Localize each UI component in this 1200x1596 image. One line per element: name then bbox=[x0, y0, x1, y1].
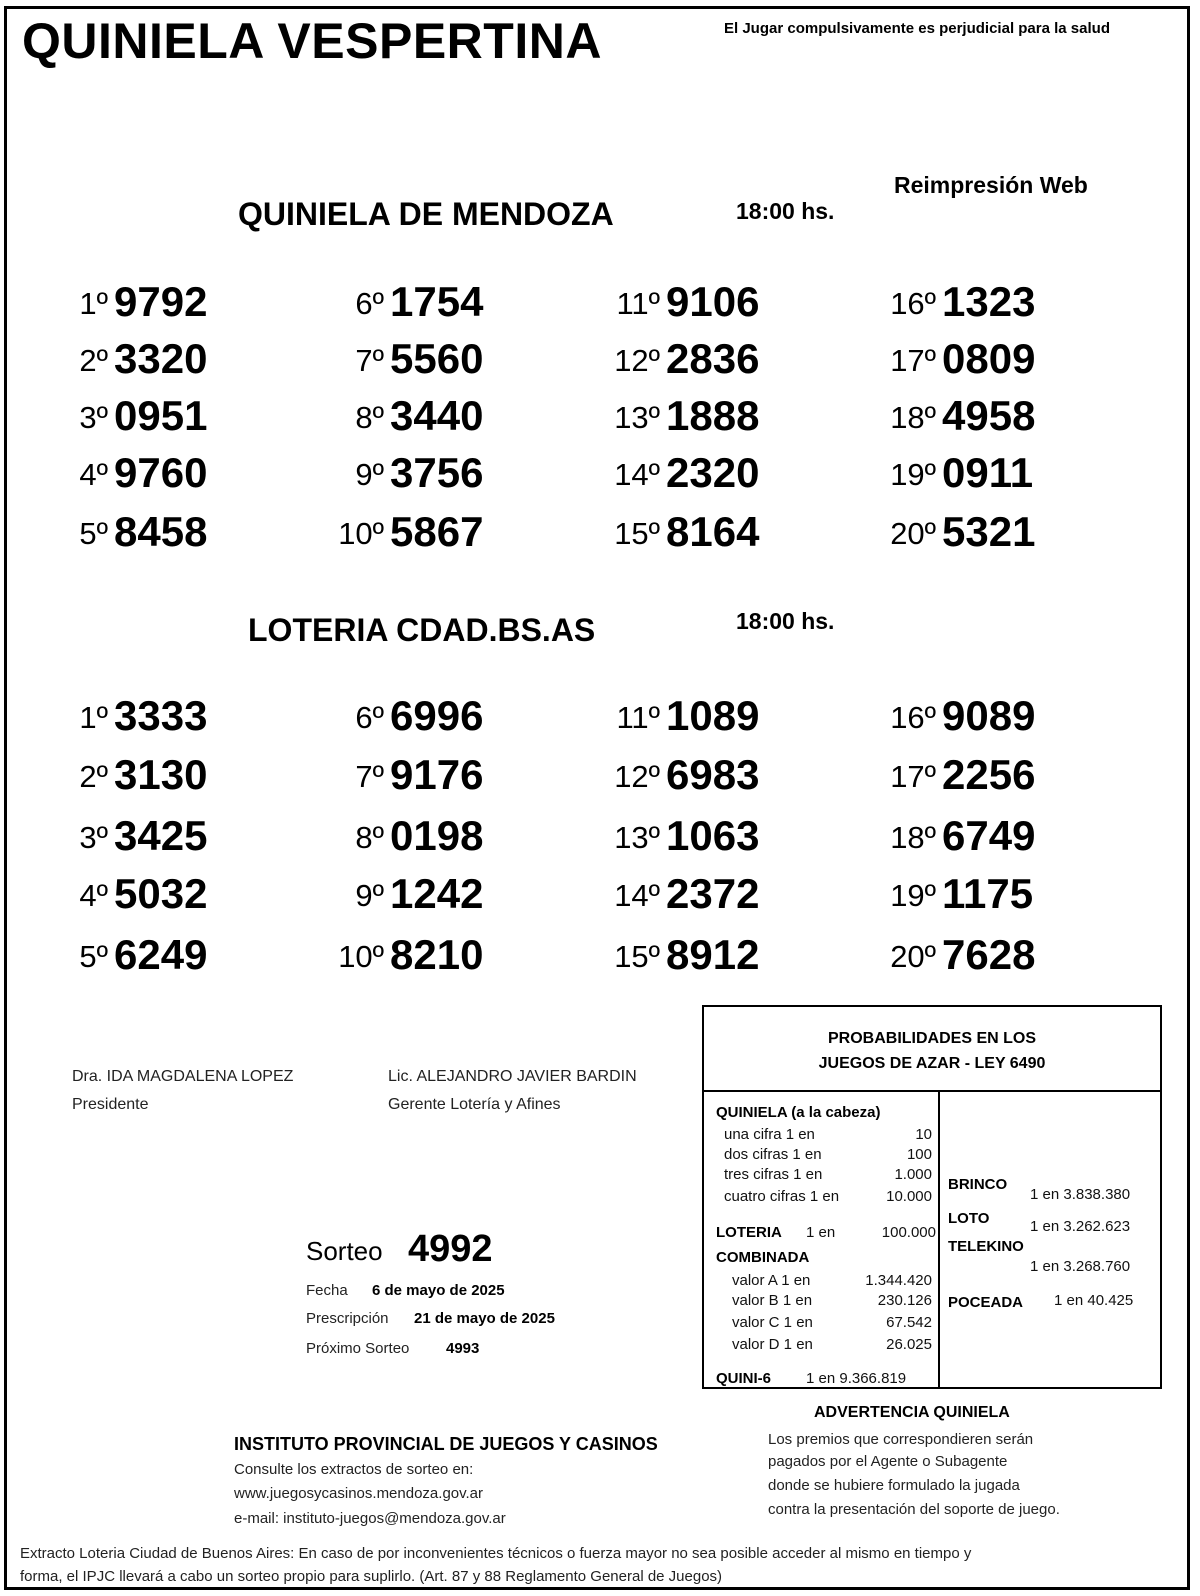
result-position: 1º bbox=[79, 286, 108, 321]
result-position: 8º bbox=[355, 820, 384, 855]
result-number: 3756 bbox=[390, 449, 484, 496]
result-number: 6983 bbox=[666, 751, 760, 798]
result-position: 14º bbox=[614, 878, 660, 913]
proximo-value: 4993 bbox=[446, 1340, 480, 1357]
result-position: 1º bbox=[79, 700, 108, 735]
result-position: 15º bbox=[614, 939, 660, 974]
signature-role-manager: Gerente Lotería y Afines bbox=[388, 1096, 561, 1113]
result-number: 9792 bbox=[114, 278, 208, 325]
combinada-prob-row-label: valor D 1 en bbox=[732, 1336, 813, 1353]
telekino-prob-label: TELEKINO bbox=[948, 1238, 1024, 1255]
advertencia-line-3: donde se hubiere formulado la jugada bbox=[768, 1477, 1020, 1494]
result-cell bbox=[854, 449, 1084, 499]
result-cell bbox=[302, 335, 532, 385]
result-cell bbox=[26, 812, 256, 862]
result-cell bbox=[578, 870, 808, 920]
result-cell bbox=[854, 335, 1084, 385]
result-cell bbox=[26, 392, 256, 442]
result-position: 13º bbox=[614, 820, 660, 855]
result-number: 5560 bbox=[390, 335, 484, 382]
result-position: 2º bbox=[79, 759, 108, 794]
result-number: 3440 bbox=[390, 392, 484, 439]
result-position: 10º bbox=[338, 939, 384, 974]
result-position: 11º bbox=[616, 286, 660, 321]
result-number: 8912 bbox=[666, 931, 760, 978]
combinada-prob-row-label: valor C 1 en bbox=[732, 1314, 813, 1331]
result-cell bbox=[578, 751, 808, 801]
result-cell bbox=[854, 870, 1084, 920]
result-cell bbox=[578, 812, 808, 862]
result-position: 8º bbox=[355, 400, 384, 435]
advertencia-line-2: pagados por el Agente o Subagente bbox=[768, 1453, 1008, 1470]
result-position: 9º bbox=[355, 878, 384, 913]
result-position: 9º bbox=[355, 457, 384, 492]
result-cell bbox=[854, 508, 1084, 558]
result-position: 6º bbox=[355, 700, 384, 735]
result-cell bbox=[26, 692, 256, 742]
section-title-mendoza: QUINIELA DE MENDOZA bbox=[238, 196, 614, 232]
combinada-prob-row-value: 1.344.420 bbox=[865, 1272, 932, 1289]
section-time-mendoza: 18:00 hs. bbox=[736, 198, 835, 224]
quini6-prob-label: QUINI-6 bbox=[716, 1370, 772, 1387]
result-position: 20º bbox=[890, 939, 936, 974]
brinco-prob-value: 1 en 3.838.380 bbox=[1030, 1186, 1131, 1203]
result-number: 6249 bbox=[114, 931, 208, 978]
result-cell bbox=[302, 508, 532, 558]
proximo-label: Próximo Sorteo bbox=[306, 1340, 410, 1357]
poceada-prob-value: 1 en 40.425 bbox=[1054, 1292, 1134, 1309]
result-cell bbox=[854, 751, 1084, 801]
result-number: 5321 bbox=[942, 508, 1036, 555]
result-cell bbox=[578, 335, 808, 385]
result-number: 5867 bbox=[390, 508, 484, 555]
result-number: 9089 bbox=[942, 692, 1036, 739]
result-number: 8210 bbox=[390, 931, 484, 978]
quiniela-prob-row-value: 10.000 bbox=[886, 1188, 932, 1205]
signature-name-president: Dra. IDA MAGDALENA LOPEZ bbox=[72, 1068, 294, 1085]
result-number: 2320 bbox=[666, 449, 760, 496]
brinco-prob-label: BRINCO bbox=[948, 1176, 1008, 1193]
result-number: 9760 bbox=[114, 449, 208, 496]
result-cell bbox=[854, 278, 1084, 328]
result-position: 17º bbox=[890, 759, 936, 794]
probabilities-title-line2: JUEGOS DE AZAR - LEY 6490 bbox=[818, 1055, 1046, 1072]
probabilities-header-divider bbox=[702, 1090, 1162, 1092]
signature-name-manager: Lic. ALEJANDRO JAVIER BARDIN bbox=[388, 1068, 637, 1085]
result-number: 2372 bbox=[666, 870, 760, 917]
advertencia-line-4: contra la presentación del soporte de juego. bbox=[768, 1501, 1060, 1518]
result-position: 12º bbox=[614, 759, 660, 794]
fecha-label: Fecha bbox=[306, 1282, 348, 1299]
combinada-prob-row-label: valor A 1 en bbox=[732, 1272, 811, 1289]
section-title-loteria: LOTERIA CDAD.BS.AS bbox=[248, 612, 596, 648]
result-cell bbox=[26, 278, 256, 328]
combinada-prob-title: COMBINADA bbox=[716, 1249, 810, 1266]
combinada-prob-row-value: 67.542 bbox=[886, 1314, 932, 1331]
quiniela-prob-title: QUINIELA (a la cabeza) bbox=[716, 1104, 881, 1121]
result-cell bbox=[26, 751, 256, 801]
institute-title: INSTITUTO PROVINCIAL DE JUEGOS Y CASINOS bbox=[234, 1434, 658, 1454]
combinada-prob-row-value: 26.025 bbox=[886, 1336, 932, 1353]
quini6-prob-value: 1 en 9.366.819 bbox=[806, 1370, 907, 1387]
result-number: 3130 bbox=[114, 751, 208, 798]
result-position: 12º bbox=[614, 343, 660, 378]
result-cell bbox=[26, 870, 256, 920]
poceada-prob-label: POCEADA bbox=[948, 1294, 1024, 1311]
institute-email[interactable]: e-mail: instituto-juegos@mendoza.gov.ar bbox=[234, 1510, 506, 1527]
result-number: 3333 bbox=[114, 692, 208, 739]
result-cell bbox=[302, 449, 532, 499]
loteria-prob-label: LOTERIA bbox=[716, 1224, 782, 1241]
probabilities-column-divider bbox=[938, 1090, 940, 1387]
institute-line-1: Consulte los extractos de sorteo en: bbox=[234, 1461, 474, 1478]
loteria-prob-value: 100.000 bbox=[881, 1224, 936, 1241]
result-position: 7º bbox=[355, 759, 384, 794]
probabilities-title-line1: PROBABILIDADES EN LOS bbox=[827, 1030, 1036, 1047]
health-warning: El Jugar compulsivamente es perjudicial para la salud bbox=[724, 20, 1110, 37]
result-cell bbox=[578, 278, 808, 328]
result-cell bbox=[302, 870, 532, 920]
result-cell bbox=[26, 508, 256, 558]
result-position: 10º bbox=[338, 516, 384, 551]
page-title: QUINIELA VESPERTINA bbox=[22, 13, 602, 69]
result-number: 0951 bbox=[114, 392, 208, 439]
result-cell bbox=[854, 692, 1084, 742]
result-position: 16º bbox=[890, 286, 936, 321]
loto-prob-value: 1 en 3.262.623 bbox=[1030, 1218, 1131, 1235]
result-number: 1754 bbox=[390, 278, 484, 325]
result-number: 8458 bbox=[114, 508, 208, 555]
result-number: 9176 bbox=[390, 751, 484, 798]
result-number: 1323 bbox=[942, 278, 1036, 325]
result-number: 1063 bbox=[666, 812, 760, 859]
result-cell bbox=[302, 692, 532, 742]
result-number: 4958 bbox=[942, 392, 1036, 439]
result-position: 13º bbox=[614, 400, 660, 435]
result-number: 9106 bbox=[666, 278, 760, 325]
result-cell bbox=[302, 812, 532, 862]
result-position: 6º bbox=[355, 286, 384, 321]
result-number: 1888 bbox=[666, 392, 760, 439]
advertencia-title: ADVERTENCIA QUINIELA bbox=[814, 1404, 1010, 1421]
result-cell bbox=[26, 931, 256, 981]
result-cell bbox=[26, 449, 256, 499]
result-number: 5032 bbox=[114, 870, 208, 917]
result-number: 6996 bbox=[390, 692, 484, 739]
loteria-prob-en: 1 en bbox=[806, 1224, 836, 1241]
result-position: 18º bbox=[890, 820, 936, 855]
quiniela-prob-row-label: una cifra 1 en bbox=[724, 1126, 815, 1143]
result-number: 3320 bbox=[114, 335, 208, 382]
signature-role-president: Presidente bbox=[72, 1096, 149, 1113]
reprint-label: Reimpresión Web bbox=[894, 172, 1088, 198]
result-position: 5º bbox=[79, 939, 108, 974]
sorteo-number: 4992 bbox=[408, 1228, 493, 1270]
result-position: 20º bbox=[890, 516, 936, 551]
footer-line-1: Extracto Loteria Ciudad de Buenos Aires: En caso de por inconvenientes técnicos o fuerza mayor no sea posible acceder al mismo en tiempo y bbox=[20, 1545, 972, 1562]
result-position: 15º bbox=[614, 516, 660, 551]
telekino-prob-value: 1 en 3.268.760 bbox=[1030, 1258, 1131, 1275]
result-position: 16º bbox=[890, 700, 936, 735]
advertencia-line-1: Los premios que correspondieren serán bbox=[768, 1431, 1034, 1448]
result-position: 11º bbox=[616, 700, 660, 735]
result-number: 0198 bbox=[390, 812, 484, 859]
result-number: 8164 bbox=[666, 508, 760, 555]
result-number: 0911 bbox=[942, 449, 1034, 496]
section-time-loteria: 18:00 hs. bbox=[736, 608, 835, 634]
result-cell bbox=[578, 931, 808, 981]
result-cell bbox=[302, 392, 532, 442]
result-cell bbox=[578, 392, 808, 442]
result-number: 2256 bbox=[942, 751, 1036, 798]
result-position: 19º bbox=[890, 457, 936, 492]
prescripcion-label: Prescripción bbox=[306, 1310, 389, 1327]
footer-line-2: forma, el IPJC llevará a cabo un sorteo propio para suplirlo. (Art. 87 y 88 Reglamento General de Juegos) bbox=[20, 1568, 723, 1585]
result-cell bbox=[578, 508, 808, 558]
result-cell bbox=[854, 812, 1084, 862]
result-number: 6749 bbox=[942, 812, 1036, 859]
quiniela-prob-row-label: dos cifras 1 en bbox=[724, 1146, 822, 1163]
result-position: 7º bbox=[355, 343, 384, 378]
result-position: 2º bbox=[79, 343, 108, 378]
result-number: 1175 bbox=[942, 870, 1034, 917]
result-number: 2836 bbox=[666, 335, 760, 382]
result-cell bbox=[854, 931, 1084, 981]
result-position: 4º bbox=[79, 878, 108, 913]
result-position: 3º bbox=[79, 400, 108, 435]
combinada-prob-row-label: valor B 1 en bbox=[732, 1292, 813, 1309]
result-position: 3º bbox=[79, 820, 108, 855]
result-position: 5º bbox=[79, 516, 108, 551]
result-position: 18º bbox=[890, 400, 936, 435]
result-position: 4º bbox=[79, 457, 108, 492]
quiniela-prob-row-label: tres cifras 1 en bbox=[724, 1166, 823, 1183]
result-number: 3425 bbox=[114, 812, 208, 859]
quiniela-prob-row-value: 100 bbox=[906, 1146, 932, 1163]
result-number: 1242 bbox=[390, 870, 484, 917]
result-number: 0809 bbox=[942, 335, 1036, 382]
quiniela-prob-row-value: 1.000 bbox=[894, 1166, 932, 1183]
fecha-value: 6 de mayo de 2025 bbox=[372, 1282, 505, 1299]
institute-website[interactable]: www.juegosycasinos.mendoza.gov.ar bbox=[234, 1485, 484, 1502]
sorteo-label: Sorteo bbox=[306, 1236, 383, 1266]
result-cell bbox=[578, 449, 808, 499]
result-cell bbox=[578, 692, 808, 742]
combinada-prob-row-value: 230.126 bbox=[877, 1292, 932, 1309]
quiniela-prob-row-value: 10 bbox=[915, 1126, 932, 1143]
result-position: 19º bbox=[890, 878, 936, 913]
result-cell bbox=[302, 931, 532, 981]
result-cell bbox=[302, 751, 532, 801]
quiniela-prob-row-label: cuatro cifras 1 en bbox=[724, 1188, 840, 1205]
result-number: 1089 bbox=[666, 692, 760, 739]
result-cell bbox=[26, 335, 256, 385]
loto-prob-label: LOTO bbox=[948, 1210, 990, 1227]
result-cell bbox=[302, 278, 532, 328]
result-number: 7628 bbox=[942, 931, 1036, 978]
prescripcion-value: 21 de mayo de 2025 bbox=[414, 1310, 555, 1327]
result-position: 14º bbox=[614, 457, 660, 492]
result-cell bbox=[854, 392, 1084, 442]
result-position: 17º bbox=[890, 343, 936, 378]
